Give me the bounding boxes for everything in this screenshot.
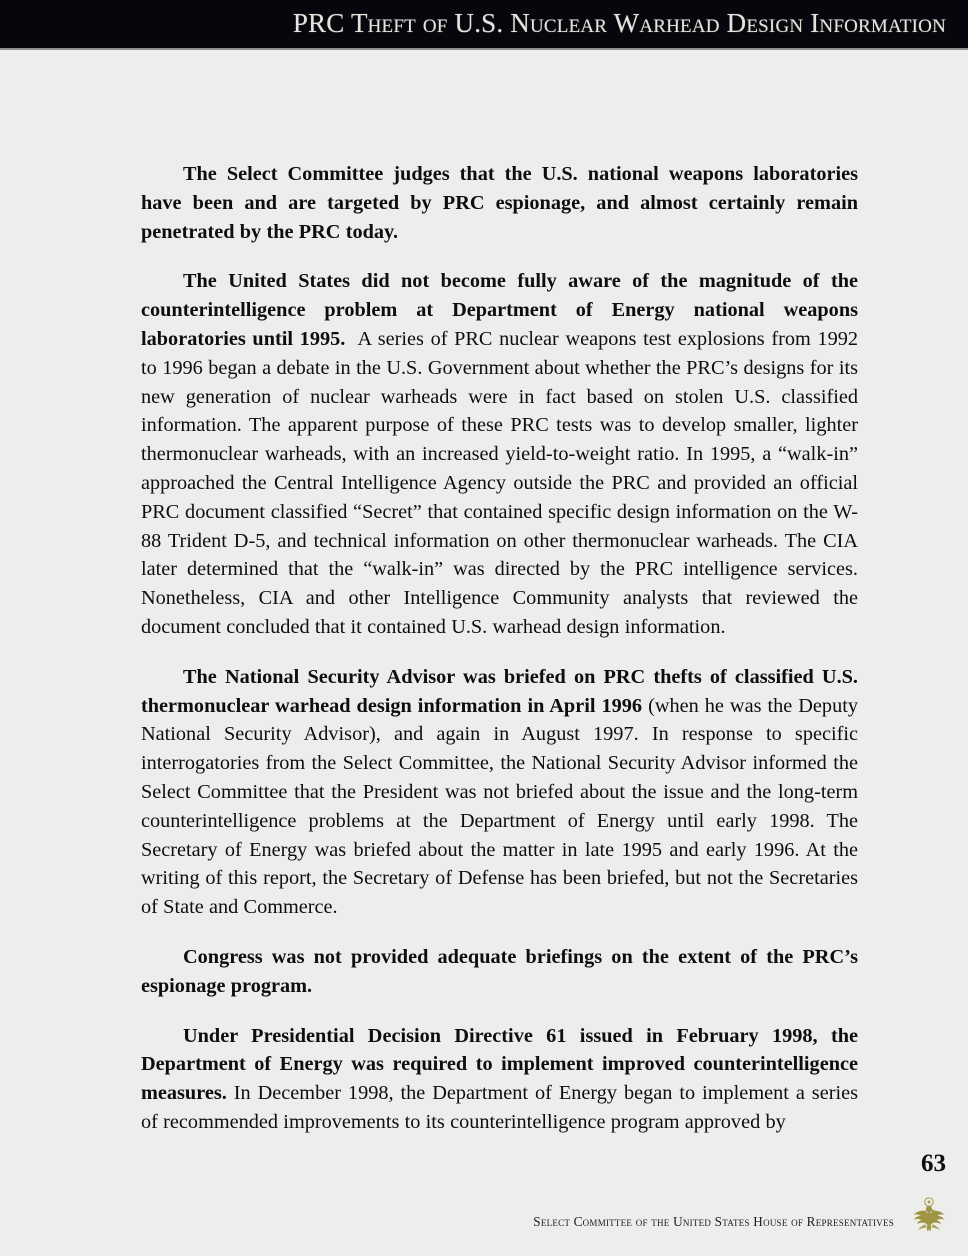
united-states-house-eagle-seal-icon xyxy=(906,1193,952,1239)
running-header-title: PRC Theft of U.S. Nuclear Warhead Design Information xyxy=(292,8,946,38)
paragraph-text: The Select Committee judges that the U.S. national weapons laboratories have been and are targeted by PRC espionage, and almost certainly remain penetrated by the PRC today. xyxy=(141,163,858,243)
paragraph-text: Congress was not provided adequate briefings on the extent of the PRC’s espionage program. xyxy=(141,945,858,997)
page-text-column xyxy=(141,160,858,1137)
paragraph-spacer xyxy=(345,328,357,350)
paragraph-lead-in: The United States did not become fully aware of the magnitude of the counterintelligence problem at Department of Energy national weapons laboratories until 1995. xyxy=(141,270,858,350)
page-number: 63 xyxy=(921,1150,946,1177)
paragraph-finding-penetration xyxy=(141,160,858,246)
paragraph-awareness-1995 xyxy=(141,267,858,641)
paragraph-nsa-briefed xyxy=(141,663,858,922)
paragraph-lead-in: The National Security Advisor was briefed on PRC thefts of classified U.S. thermonuclear warhead design information in April 1996 xyxy=(141,665,858,717)
paragraph-pdd-61 xyxy=(141,1022,858,1137)
paragraph-body: A series of PRC nuclear weapons test explosions from 1992 to 1996 began a debate in the U.S. Government about whether the PRC’s designs for its new generation of nuclear warheads were in fact based on stolen U.S. classified information. The apparent purpose of these PRC tests was to develop smaller, lighter thermonuclear warheads, with an increased yield-to-weight ratio. In 1995, a “walk-in” approached the Central Intelligence Agency outside the PRC and provided an official PRC document classified “Secret” that contained specific design information on the W-88 Trident D-5, and technical information on other thermonuclear warheads. The CIA later determined that the “walk-in” was directed by the PRC intelligence services. Nonetheless, CIA and other Intelligence Community analysts that reviewed the document concluded that it contained U.S. warhead design information. xyxy=(141,327,858,638)
paragraph-spacer xyxy=(227,1082,234,1104)
paragraph-lead-in: Under Presidential Decision Directive 61 issued in February 1998, the Department of Energy was required to implement improved counterintelligence measures. xyxy=(141,1024,858,1105)
paragraph-body: In December 1998, the Department of Energy began to implement a series of recommended improvements to its counterintelligence program approved by xyxy=(141,1082,858,1133)
footer-attribution: Select Committee of the United States House of Representatives xyxy=(533,1214,894,1229)
paragraph-body: (when he was the Deputy National Security Advisor), and again in August 1997. In response to specific interrogatories from the Select Committee, the National Security Advisor informed the Select Committee that the President was not briefed about the issue and the long-term counterintelligence problems at the Department of Energy until early 1998. The Secretary of Energy was briefed about the matter in late 1995 and early 1996. At the writing of this report, the Secretary of Defense has been briefed, but not the Secretaries of State and Commerce. xyxy=(141,694,858,919)
running-header-bar xyxy=(0,0,968,50)
page-footer xyxy=(0,1213,968,1235)
paragraph-congress-briefings xyxy=(141,943,858,1001)
